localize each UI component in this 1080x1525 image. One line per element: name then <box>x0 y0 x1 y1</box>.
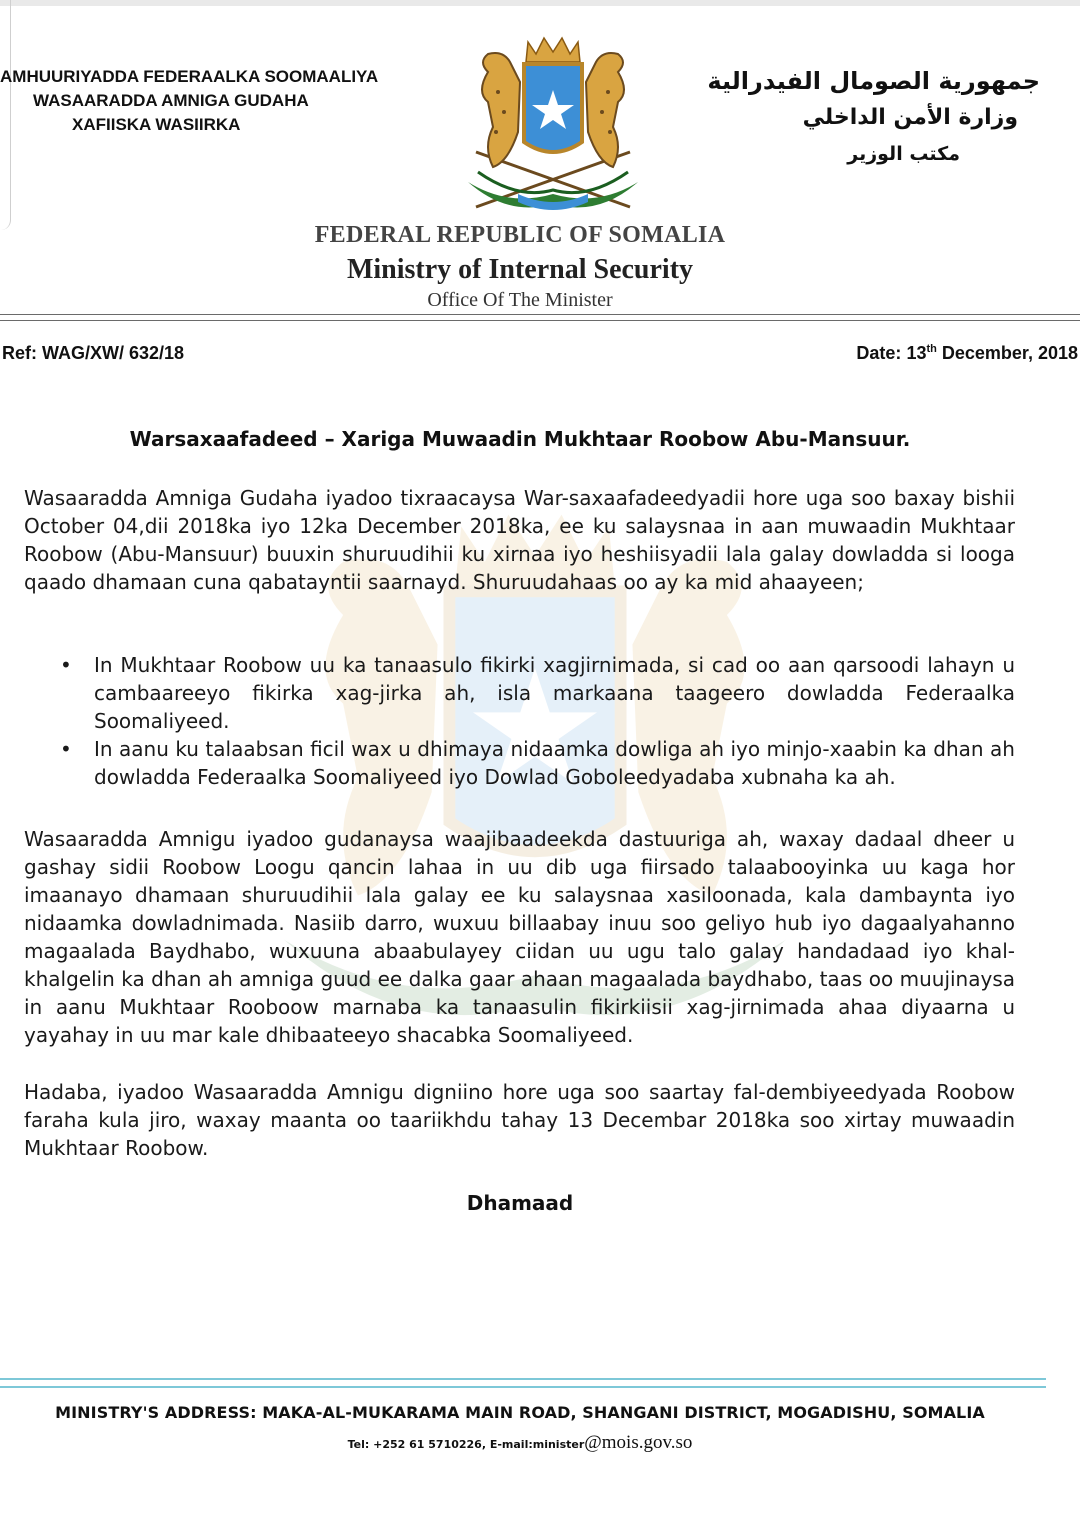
paragraph-1: Wasaaradda Amniga Gudaha iyadoo tixraacaysa War-saxaafadeedyadii hore uga soo baxay bishii October 04,dii 2018ka iyo 12ka December 2018ka, ee ku salaysnaa in aan muwaadin Mukhtaar Roobow (Abu-Mansuur) buuxin shuruudihii ku xirnaa iyo heshiisyadii lala galay dowladda si looga qaado dhamaan cuna qabatayntii saarnayd. Shuruudahaas oo ay ka mid ahaayeen; <box>24 486 1015 594</box>
list-item <box>60 651 1015 735</box>
date-day: 13 <box>906 343 927 363</box>
closing-word: Dhamaad <box>466 1191 574 1215</box>
letterhead-arabic <box>707 62 1040 172</box>
bullet-icon: • <box>60 653 72 677</box>
paragraph-3: Hadaba, iyadoo Wasaaradda Amnigu digniino hore uga soo saartay fal-dembiyeedyada Roobow faraha kula jiro, waxay maanta oo taariikhdu tahay 13 Decembar 2018ka soo xirtay muwaadin Mukhtaar Roobow. <box>24 1080 1015 1160</box>
date-label: Date: <box>856 343 902 363</box>
press-release-subject: Warsaxaafadeed – Xariga Muwaadin Mukhtaar Roobow Abu-Mansuur. <box>129 427 911 451</box>
footer-divider <box>0 1378 1046 1388</box>
contact-phone-email: Tel: +252 61 5710226, E-mail:minister <box>347 1438 585 1451</box>
date-suffix: th <box>926 343 937 355</box>
letterhead-arabic-line-2: وزارة الأمن الداخلي <box>802 105 1018 130</box>
ministry-title: Ministry of Internal Security <box>346 254 694 285</box>
list-item <box>60 735 1015 791</box>
letterhead-somali-line-1: AMHUURIYADDA FEDERAALKA SOOMAALIYA <box>0 67 379 86</box>
page-edge <box>0 0 11 230</box>
header-divider <box>0 314 1080 321</box>
list-item-text: In aanu ku talaabsan ficil wax u dhimaya nidaamka dowliga ah iyo minjo-xaabin ka dhan ah dowladda Federaalka Soomaliyeed iyo Dowlad Goboleedyadaba xubnaha ka ah. <box>94 737 1015 789</box>
letterhead-somali-line-2: WASAARADDA AMNIGA GUDAHA <box>33 91 309 110</box>
document-date <box>856 343 1078 364</box>
office-title: Office Of The Minister <box>427 289 613 311</box>
list-item-text: In Mukhtaar Roobow uu ka tanaasulo fikirki xagjirnimada, si cad oo aan qarsoodi lahayn u cambaareeyo fikirka xag-jirka ah, isla markaana taageero dowladda Federaalka Soomaliyeed. <box>94 653 1015 733</box>
bullet-icon: • <box>60 737 72 761</box>
paragraph-2: Wasaaradda Amnigu iyadoo gudanaysa waajibaadeekda dastuuriga ah, waxay dadaal dheer u gashay sidii Roobow Loogu qancin lahaa in uu dib uga fiirsado talaabooyinka uu kaga hor imaanayo dhamaan shuruudihii lala galay ee ku salaysnaa xasiloonada, kala dambaynta iyo nidaamka dowladnimada. Nasiib darro, wuxuu billaabay inuu soo geliyo hub iyo dagaalyahanno magaalada Baydhabo, wuxuuna abaabulayey ciidan uu ugu talo galay handadaad iyo khal-khalgelin ka dhan ah amniga guud ee dalka gaar ahaan magaalada baydhabo, taas oo muujinaysa in aanu Mukhtaar Rooboow marnaba ka tanaasulin fikirkiisii xag-jirnimada ahaa diyaarna u yayahay in uu mar kale dhibaateeyo shacabka Soomaliyeed. <box>24 827 1015 1047</box>
contact-info <box>0 1432 1040 1454</box>
top-strip <box>0 0 1080 6</box>
coat-of-arms-emblem <box>448 32 658 217</box>
letterhead-arabic-line-1: جمهورية الصومال الفيدرالية <box>707 67 1040 95</box>
letterhead-somali-line-3: XAFIISKA WASIIRKA <box>72 115 241 134</box>
country-title: FEDERAL REPUBLIC OF SOMALIA <box>314 222 726 248</box>
reference-number: Ref: WAG/XW/ 632/18 <box>2 343 185 363</box>
date-rest: December, 2018 <box>941 343 1078 363</box>
contact-email-domain: @mois.gov.so <box>584 1432 693 1453</box>
letterhead-arabic-line-3: مكتب الوزير <box>847 143 960 165</box>
conditions-list <box>60 651 1015 791</box>
ministry-address: MINISTRY'S ADDRESS: MAKA-AL-MUKARAMA MAIN ROAD, SHANGANI DISTRICT, MOGADISHU, SOMALIA <box>55 1403 985 1422</box>
